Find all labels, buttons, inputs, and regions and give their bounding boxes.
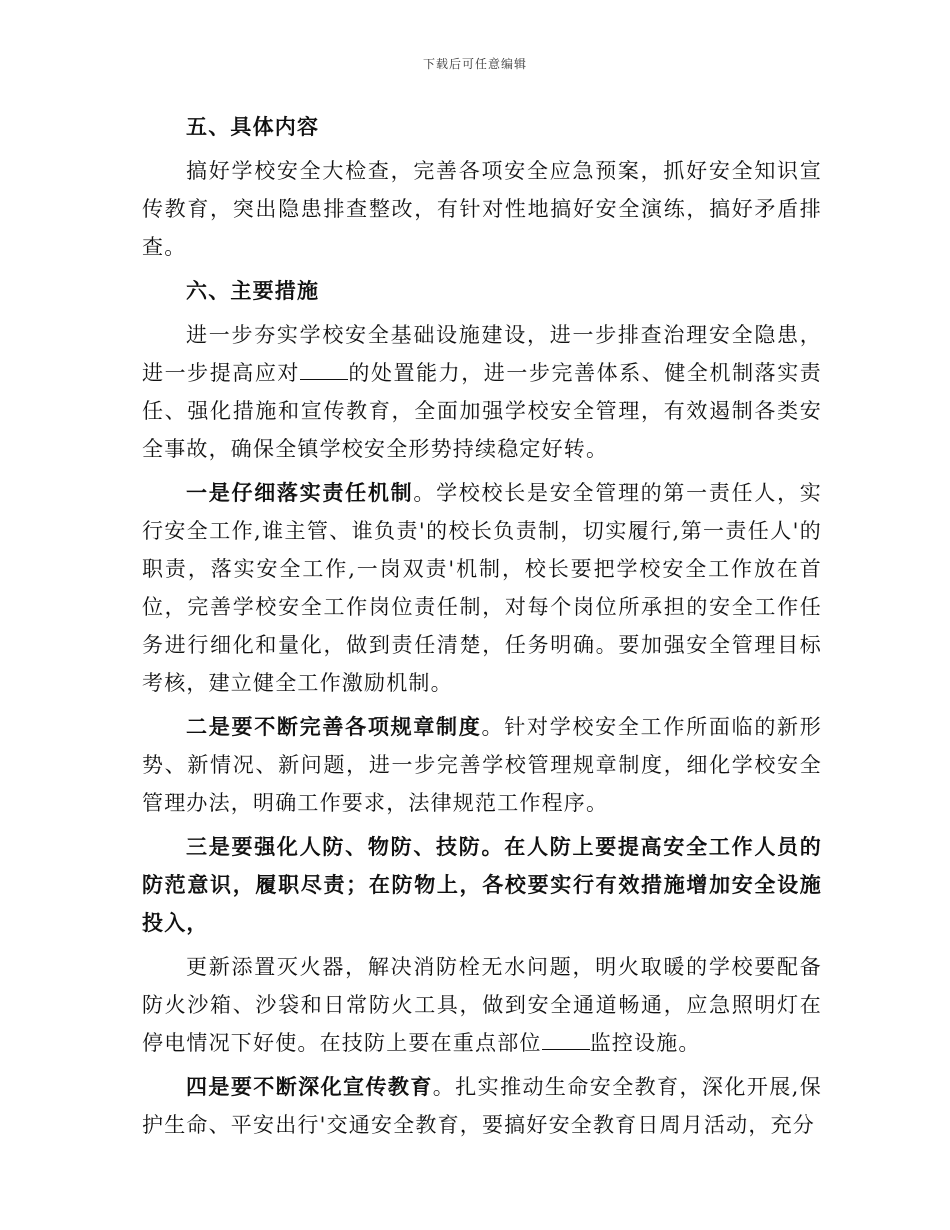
- section-heading-measures: 六、主要措施: [186, 278, 320, 303]
- text-education: 。扎实推动生命安全教育，深化开展,保护生命、平安出行'交通安全教育，要搞好安全教育日周月活动，充分: [142, 1075, 822, 1137]
- paragraph-education: [142, 1068, 822, 1144]
- paragraph-regulations: [142, 708, 822, 822]
- lead-responsibility: 一是仔细落实责任机制: [186, 480, 414, 505]
- paragraph-fire-before: 更新添置灭火器，解决消防栓无水问题，明火取暖的学校要配备防火沙箱、沙袋和日常防火工具，做到安全通道畅通，应急照明灯在停电情况下好使。在技防上要在重点部位: [142, 955, 822, 1055]
- fill-in-blank: [542, 1031, 590, 1050]
- paragraph-content: 搞好学校安全大检查，完善各项安全应急预案，抓好安全知识宣传教育，突出隐患排查整改，有针对性地搞好安全演练，搞好矛盾排查。: [142, 159, 822, 259]
- paragraph-responsibility: [142, 474, 822, 702]
- fill-in-blank: [300, 361, 348, 380]
- paragraph-measures: [142, 316, 822, 468]
- document-body: [142, 108, 822, 1150]
- lead-education: 四是要不断深化宣传教育: [186, 1074, 433, 1099]
- paragraph-measures-after: 的处置能力，进一步完善体系、健全机制落实责任、强化措施和宣传教育，全面加强学校安全管理，有效遏制各类安全事故，确保全镇学校安全形势持续稳定好转。: [142, 361, 822, 461]
- paragraph-measures-before: 进一步夯实学校安全基础设施建设，进一步排查治理安全隐患，进一步提高应对: [142, 323, 822, 385]
- paragraph-fire-after: 监控设施。: [589, 1031, 701, 1055]
- paragraph-fire-safety: [142, 948, 822, 1062]
- text-responsibility: 。学校校长是安全管理的第一责任人，实行安全工作,谁主管、谁负责'的校长负责制，切实履行,第一责任人'的职责，落实安全工作,一岗双责'机制，校长要把学校安全工作放在首位，完善学校安全工作岗位责任制，对每个岗位所承担的安全工作任务进行细化和量化，做到责任清楚，任务明确。要加强安全管理目标考核，建立健全工作激励机制。: [142, 481, 823, 695]
- section-heading-content: 五、具体内容: [186, 114, 320, 139]
- paragraph-defense: 三是要强化人防、物防、技防。在人防上要提高安全工作人员的防范意识，履职尽责；在防物上，各校要实行有效措施增加安全设施投入，: [142, 834, 822, 935]
- header-note: 下载后可任意编辑: [422, 57, 527, 71]
- lead-regulations: 二是要不断完善各项规章制度: [186, 714, 482, 739]
- text-regulations: 。针对学校安全工作所面临的新形势、新情况、新问题，进一步完善学校管理规章制度，细化学校安全管理办法，明确工作要求，法律规范工作程序。: [142, 715, 822, 815]
